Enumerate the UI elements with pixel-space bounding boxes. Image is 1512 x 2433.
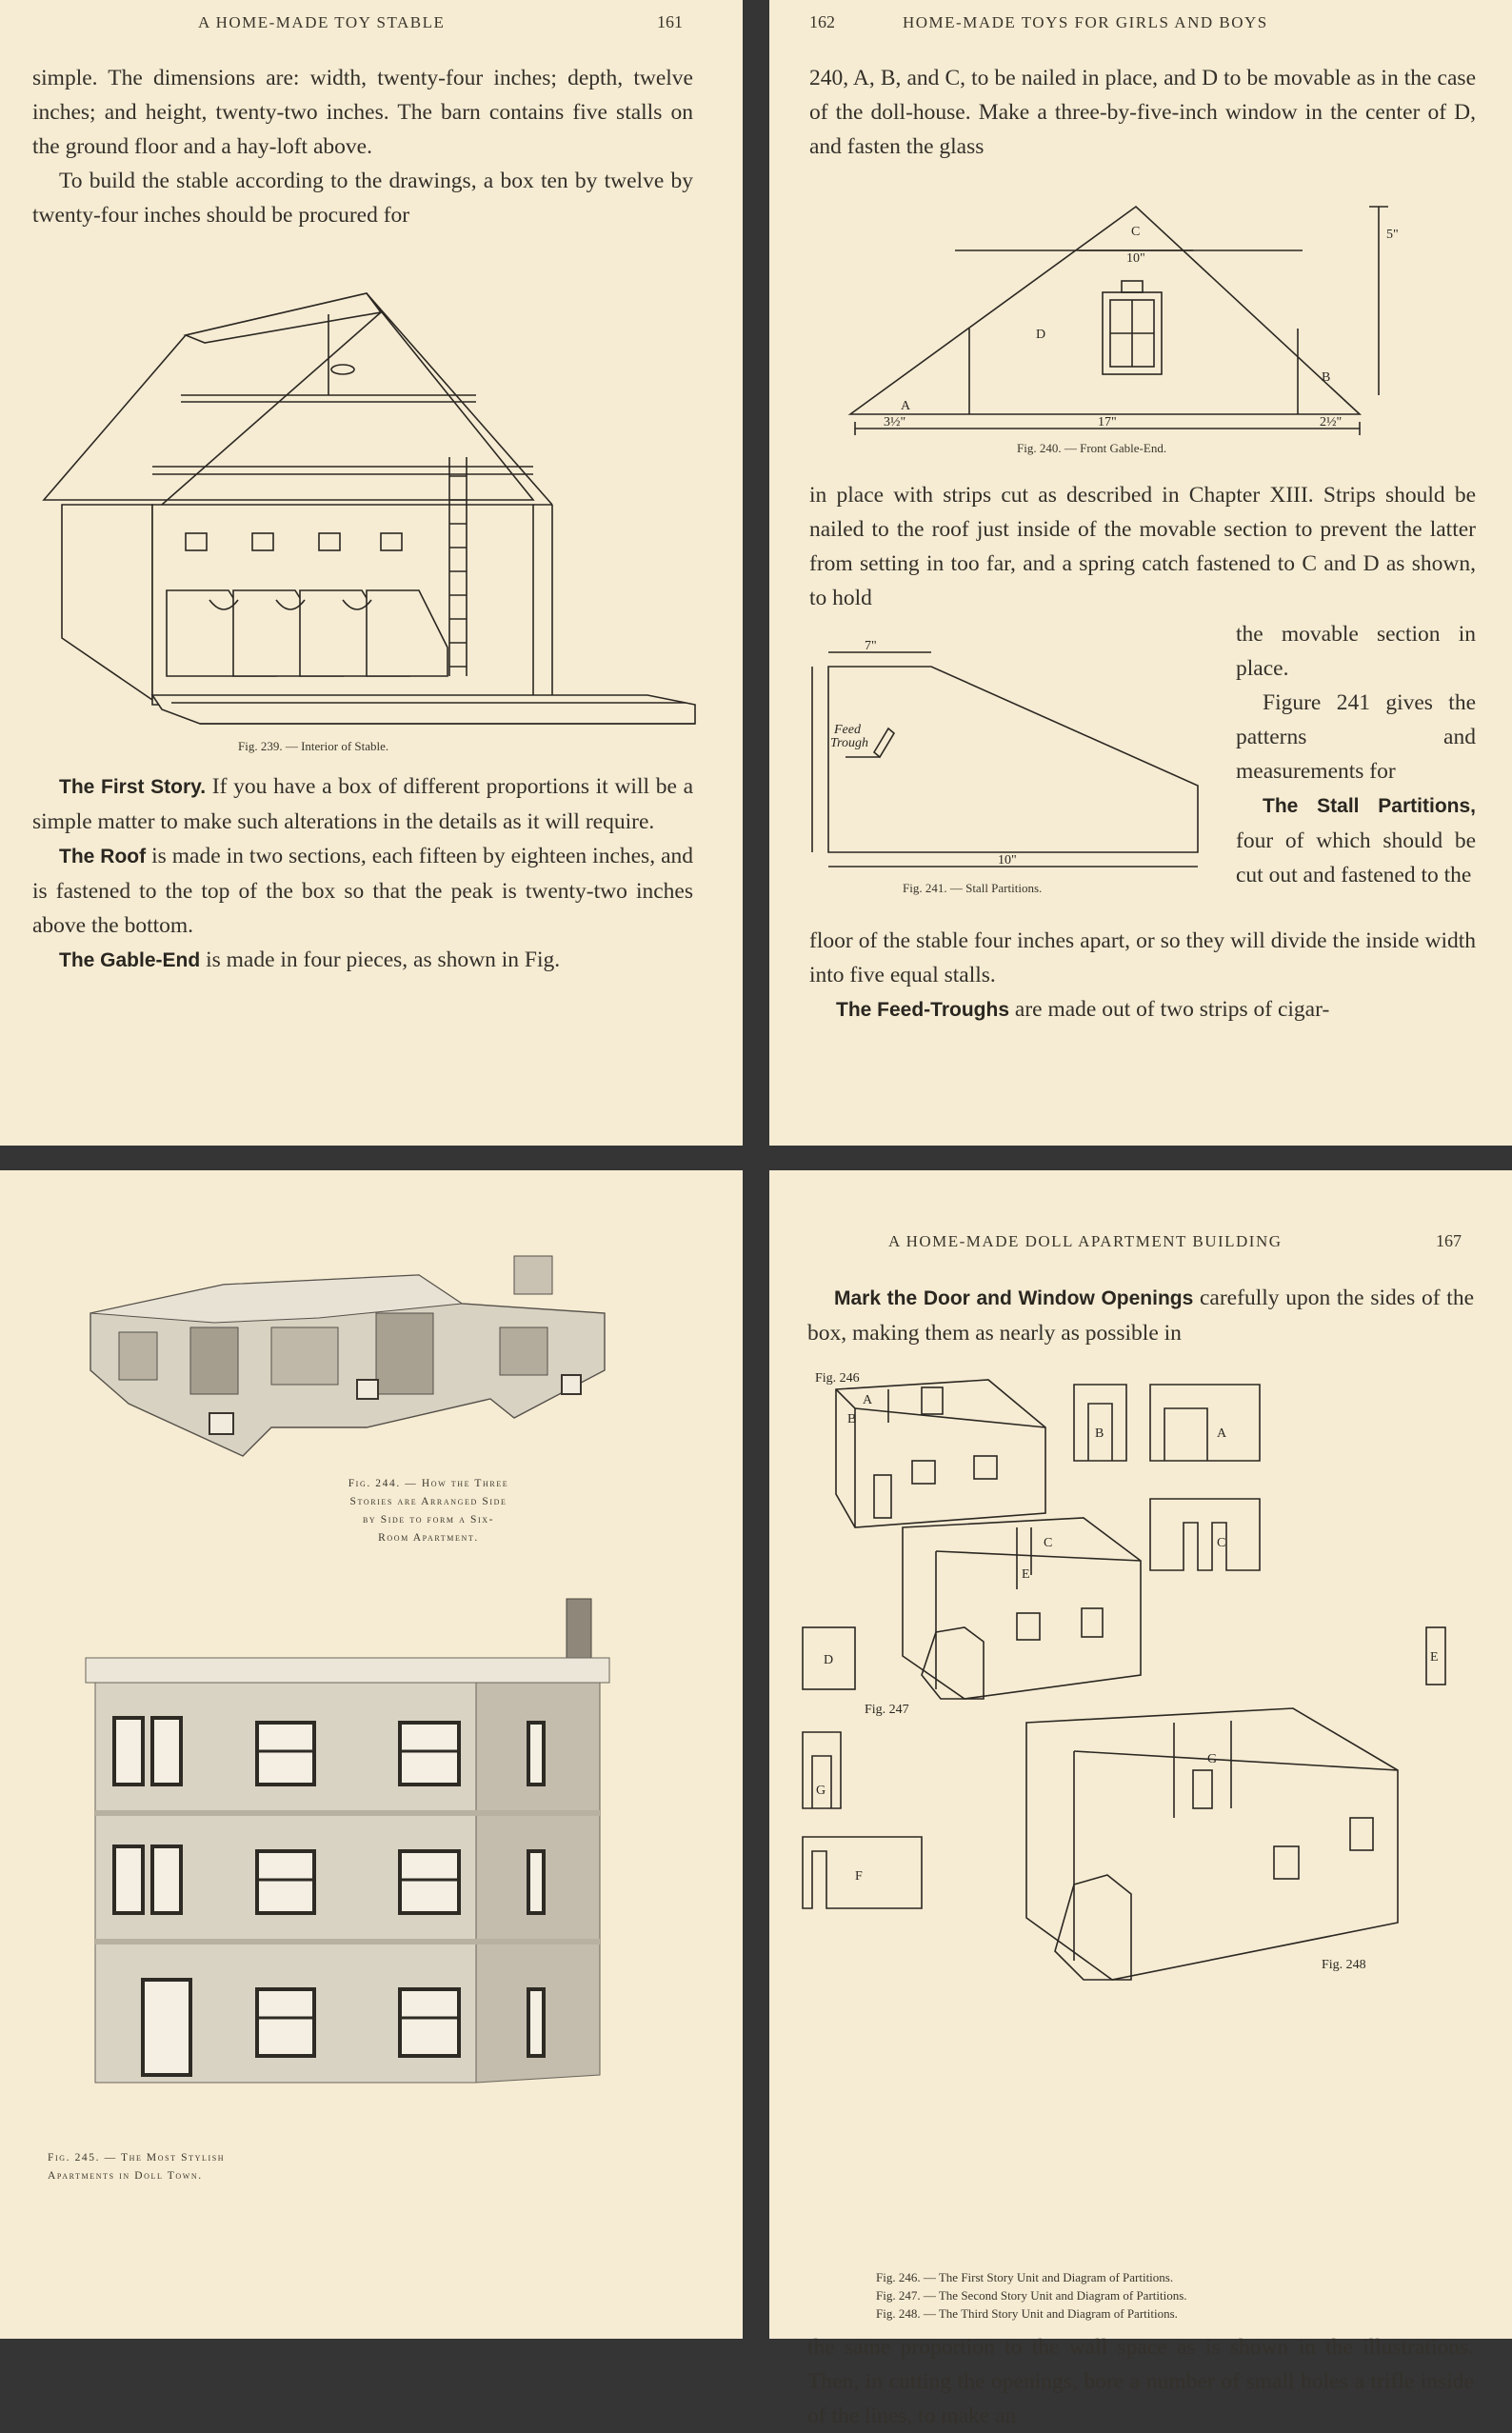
label-bottom: 17": [1098, 415, 1117, 429]
label-left: 3½": [884, 415, 906, 429]
running-header: A HOME-MADE DOLL APARTMENT BUILDING: [888, 1232, 1283, 1250]
caption-line: Room Apartment.: [378, 1532, 479, 1544]
doll-apartment-building-photo: [86, 1599, 619, 2084]
paragraph: the same proportion to the wall space as is shown in the illustrations. Then, in cutting the openings, bore a number of small holes a trifle inside of the lines, to make an: [807, 2335, 1474, 2428]
label-a: A: [863, 1393, 873, 1407]
page-161: [0, 0, 743, 1146]
paragraph: 240, A, B, and C, to be nailed in place, and D to be movable as in the case of the doll-house. Make a three-by-five-inch window in the center of D, and fasten the glass: [809, 66, 1476, 159]
label-ten: 10": [1126, 251, 1145, 266]
figure-caption: Fig. 240. — Front Gable-End.: [1017, 441, 1167, 455]
page-number: 161: [657, 12, 683, 31]
label-g: G: [1207, 1752, 1218, 1766]
section-heading: The Stall Partitions,: [1263, 795, 1476, 817]
figure-caption: Fig. 239. — Interior of Stable.: [238, 739, 389, 753]
paragraph: To build the stable according to the drawings, a box ten by twelve by twenty-four inches should be procured for: [32, 169, 693, 228]
paragraph: are made out of two strips of cigar-: [1009, 997, 1330, 1022]
paragraph: simple. The dimensions are: width, twenty-four inches; depth, twelve inches; and height, twenty-two inches. The barn contains five stalls on the ground floor and a hay-loft above.: [32, 66, 693, 159]
body-text-middle: [809, 478, 1476, 615]
label-trough: Trough: [830, 736, 868, 750]
label-c: C: [1131, 225, 1141, 239]
caption-line: Fig. 248. — The Third Story Unit and Diagram of Partitions.: [876, 2306, 1178, 2321]
body-text-top: [809, 61, 1476, 164]
side-text: [1236, 617, 1476, 892]
page-167: [769, 1170, 1512, 2428]
label-a: A: [901, 399, 911, 413]
fig248-label: Fig. 248: [1322, 1958, 1366, 1972]
body-text-bottom: [807, 2330, 1474, 2433]
label-e: E: [1022, 1567, 1030, 1582]
paragraph: is made in four pieces, as shown in Fig.: [200, 947, 561, 972]
page-number: 162: [809, 12, 835, 31]
label-c: C: [1044, 1536, 1053, 1550]
paragraph: Figure 241 gives the patterns and measurements for: [1236, 690, 1476, 784]
section-heading: Mark the Door and Window Openings: [834, 1287, 1194, 1309]
section-heading: The Feed-Troughs: [836, 999, 1010, 1021]
body-text-top: [807, 1281, 1474, 1350]
caption-line: Apartments in Doll Town.: [48, 2170, 203, 2182]
paragraph: carefully upon the sides of the box, making them as nearly as possible in: [807, 1286, 1475, 1346]
paragraph: If you have a box of different proportions it will be a simple matter to make such alterations in the details as it will require.: [32, 774, 693, 834]
label-five: 5": [1386, 228, 1399, 242]
paragraph: the movable section in place.: [1236, 622, 1476, 681]
photo-plate-page: [0, 1170, 743, 2339]
body-text-top: [32, 61, 693, 232]
running-header: HOME-MADE TOYS FOR GIRLS AND BOYS: [903, 13, 1268, 31]
figure-caption-244: [286, 1475, 571, 1547]
label-b: B: [1322, 370, 1331, 385]
caption-line: Fig. 245. — The Most Stylish: [48, 2152, 226, 2164]
page-number: 167: [1436, 1231, 1462, 1250]
stable-interior-illustration: [38, 286, 705, 733]
label-b: B: [1095, 1426, 1104, 1441]
caption-line: Fig. 247. — The Second Story Unit and Diagram of Partitions.: [876, 2288, 1187, 2303]
label-d: D: [824, 1653, 834, 1667]
section-heading: The Roof: [59, 846, 147, 868]
label-bottom: 10": [998, 853, 1017, 868]
label-a: A: [1217, 1426, 1227, 1441]
running-header: A HOME-MADE TOY STABLE: [198, 13, 446, 31]
apartment-units-diagram: [798, 1370, 1483, 2246]
paragraph: four of which should be cut out and fastened to the: [1236, 828, 1476, 887]
figure-caption-245: [48, 2149, 371, 2185]
label-f: F: [855, 1869, 863, 1884]
label-e: E: [1430, 1650, 1439, 1665]
stall-partitions-diagram: [807, 638, 1226, 876]
label-feed: Feed: [834, 723, 861, 737]
section-heading: The First Story.: [59, 776, 207, 798]
caption-line: Stories are Arranged Side: [349, 1496, 507, 1507]
six-room-apartment-photo: [81, 1237, 633, 1456]
label-d: D: [1036, 328, 1046, 342]
label-c: C: [1217, 1536, 1226, 1550]
figure-caption: Fig. 241. — Stall Partitions.: [903, 881, 1043, 895]
paragraph: in place with strips cut as described in Chapter XIII. Strips should be nailed to the roof just inside of the movable section to prevent the latter from setting in too far, and a spring catch fastened to C and D as shown, to hold: [809, 483, 1476, 610]
fig246-label: Fig. 246: [815, 1371, 860, 1386]
caption-line: Fig. 244. — How the Three: [348, 1478, 509, 1489]
label-top: 7": [865, 639, 877, 653]
fig247-label: Fig. 247: [865, 1703, 909, 1717]
body-text-bottom: [809, 924, 1476, 1027]
label-b: B: [847, 1412, 857, 1426]
caption-line: Fig. 246. — The First Story Unit and Diagram of Partitions.: [876, 2270, 1174, 2284]
label-right: 2½": [1320, 415, 1343, 429]
caption-line: by Side to form a Six-: [362, 1514, 495, 1526]
figure-captions: [876, 2268, 1187, 2323]
front-gable-end-diagram: [846, 195, 1436, 433]
paragraph: floor of the stable four inches apart, or so they will divide the inside width into five equal stalls.: [809, 928, 1476, 987]
page-162: [769, 0, 1512, 1146]
paragraph: is made in two sections, each fifteen by eighteen inches, and is fastened to the top of the box so that the peak is twenty-two inches above the bottom.: [32, 844, 694, 938]
label-g: G: [816, 1784, 826, 1798]
section-heading: The Gable-End: [59, 949, 201, 971]
body-text-bottom: [32, 769, 693, 978]
